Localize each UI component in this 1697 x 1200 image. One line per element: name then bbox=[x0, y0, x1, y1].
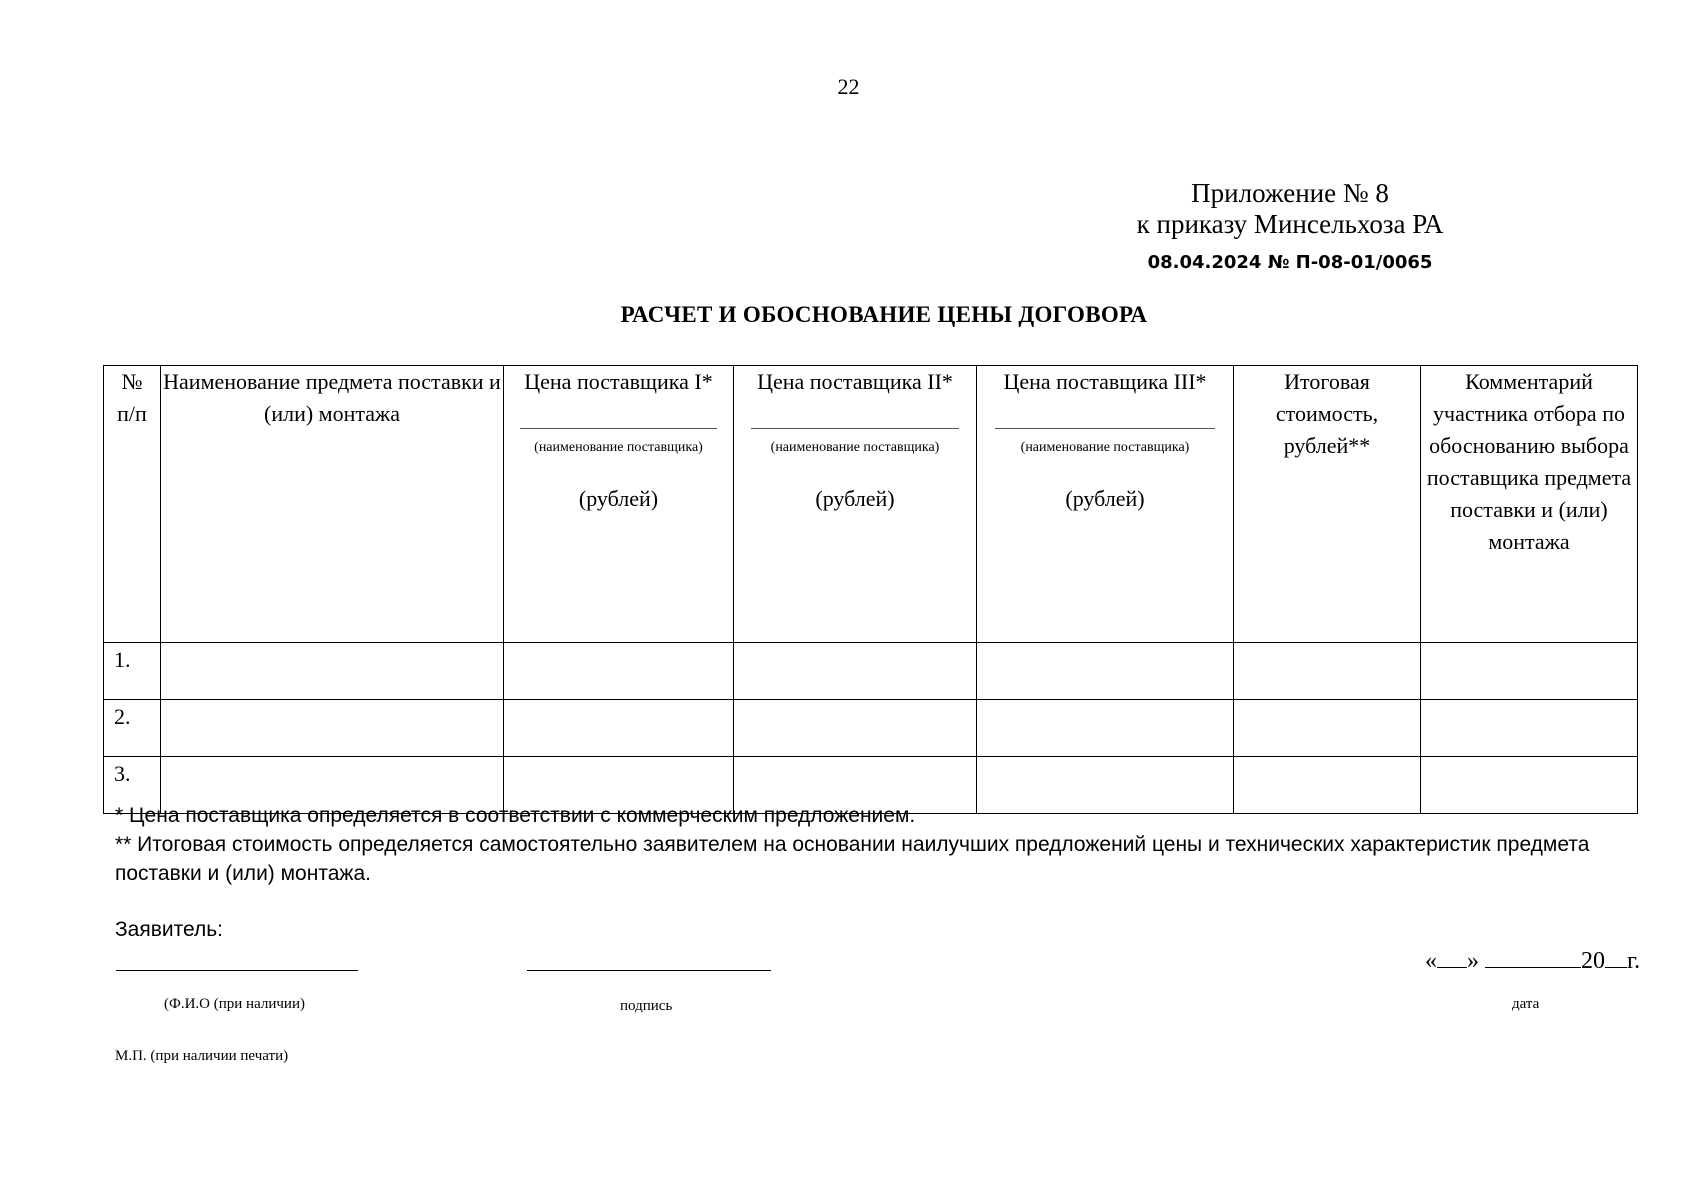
stamp-note: М.П. (при наличии печати) bbox=[115, 1048, 289, 1064]
date-open-quote: « bbox=[1425, 948, 1437, 974]
cell-item-name bbox=[161, 643, 504, 700]
appendix-number: Приложение № 8 bbox=[1191, 178, 1389, 208]
header-number-sign: № bbox=[121, 369, 143, 394]
cell-item-name bbox=[161, 700, 504, 757]
date-year-suffix: г. bbox=[1627, 948, 1641, 974]
date-label: дата bbox=[1512, 996, 1540, 1012]
page-number: 22 bbox=[837, 74, 860, 99]
cell-total-cost bbox=[1234, 700, 1421, 757]
cell-supplier-2-price bbox=[734, 700, 977, 757]
signature-label: подпись bbox=[620, 998, 673, 1014]
appendix-order-name: к приказу Минсельхоза РА bbox=[1136, 209, 1444, 239]
supplier-2-unit: (рублей) bbox=[815, 486, 895, 511]
row-number: 2. bbox=[104, 700, 161, 757]
applicant-label: Заявитель: bbox=[115, 918, 224, 941]
cell-supplier-3-price bbox=[977, 700, 1234, 757]
supplier-1-name-line bbox=[520, 428, 717, 429]
supplier-1-caption: (наименование поставщика) bbox=[534, 440, 703, 455]
date-day-blank bbox=[1437, 947, 1467, 968]
supplier-3-caption: (наименование поставщика) bbox=[1020, 440, 1190, 455]
header-number bbox=[104, 366, 161, 643]
footnote-total-cost: ** Итоговая стоимость определяется самостоятельно заявителем на основании наилучших предложений цены и технических характеристик предмета поставки и (или) монтажа. bbox=[115, 833, 1590, 885]
signature-line bbox=[527, 970, 771, 971]
date-close-quote: » bbox=[1467, 948, 1479, 974]
header-comment: Комментарий участника отбора по обоснованию выбора поставщика предмета поставки и (или) монтажа bbox=[1421, 366, 1638, 643]
cell-supplier-1-price bbox=[504, 643, 734, 700]
header-supplier-1 bbox=[504, 366, 734, 643]
supplier-1-title: Цена поставщика I* bbox=[524, 369, 713, 394]
fio-label: (Ф.И.О (при наличии) bbox=[164, 996, 305, 1012]
order-reference: 08.04.2024 № П-08-01/0065 bbox=[1147, 252, 1433, 273]
cell-total-cost bbox=[1234, 643, 1421, 700]
document-title: РАСЧЕТ И ОБОСНОВАНИЕ ЦЕНЫ ДОГОВОРА bbox=[620, 302, 1148, 327]
date-year-blank bbox=[1605, 947, 1627, 968]
table-row bbox=[104, 700, 1638, 757]
cell-supplier-3-price bbox=[977, 643, 1234, 700]
supplier-3-name-line bbox=[995, 428, 1215, 429]
supplier-1-unit: (рублей) bbox=[578, 486, 659, 511]
cell-comment bbox=[1421, 643, 1638, 700]
header-supplier-2 bbox=[734, 366, 977, 643]
supplier-3-title: Цена поставщика III* bbox=[1003, 369, 1207, 394]
header-supplier-3 bbox=[977, 366, 1234, 643]
cell-comment bbox=[1421, 700, 1638, 757]
date-month-blank bbox=[1485, 947, 1581, 968]
row-number: 3. bbox=[104, 757, 161, 814]
row-number: 1. bbox=[104, 643, 161, 700]
table-row bbox=[104, 643, 1638, 700]
date-field bbox=[1425, 947, 1640, 975]
price-calculation-table bbox=[103, 365, 1638, 814]
fio-signature-line bbox=[116, 970, 358, 971]
supplier-2-name-line bbox=[751, 428, 959, 429]
cell-supplier-1-price bbox=[504, 700, 734, 757]
supplier-2-title: Цена поставщика II* bbox=[757, 369, 953, 394]
date-year-prefix: 20 bbox=[1581, 948, 1605, 974]
footnote-supplier-price: * Цена поставщика определяется в соответствии с коммерческим предложением. bbox=[115, 804, 916, 827]
supplier-3-unit: (рублей) bbox=[1065, 486, 1145, 511]
appendix-header bbox=[1080, 178, 1500, 240]
header-number-abbr: п/п bbox=[117, 401, 147, 426]
supplier-2-caption: (наименование поставщика) bbox=[770, 440, 940, 455]
header-total-cost: Итоговая стоимость, рублей** bbox=[1234, 366, 1421, 643]
cell-supplier-2-price bbox=[734, 643, 977, 700]
table-header-row bbox=[104, 366, 1638, 643]
header-item-name: Наименование предмета поставки и (или) монтажа bbox=[161, 366, 504, 643]
